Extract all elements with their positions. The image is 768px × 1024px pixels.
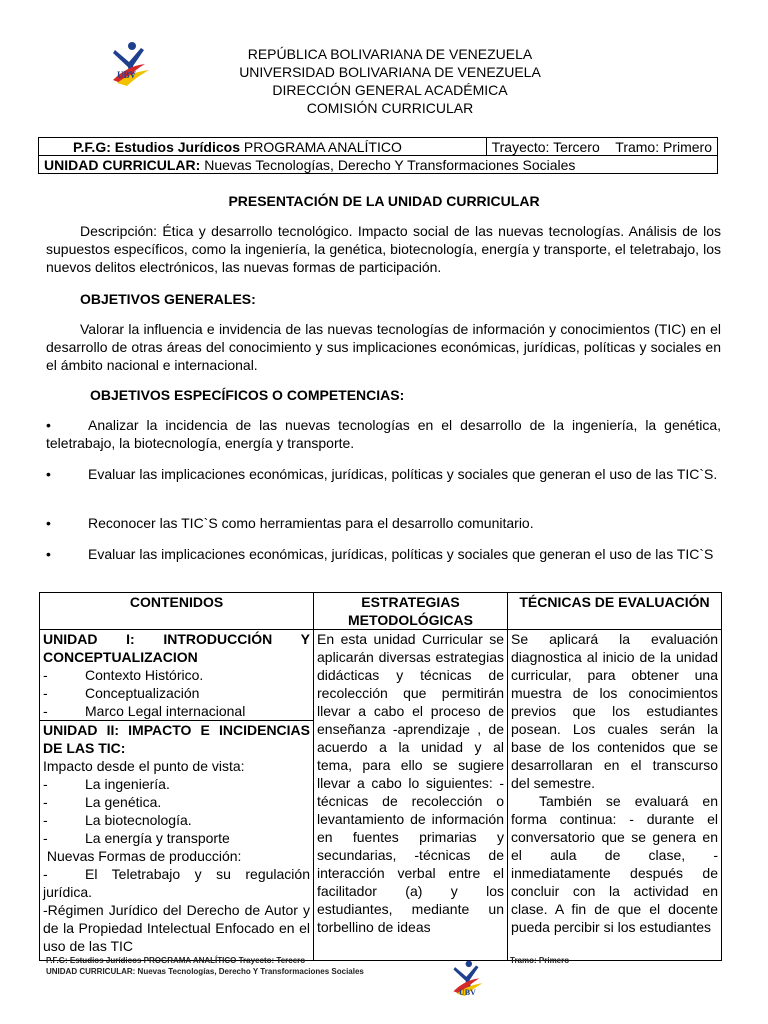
unidad-curricular-cell <box>39 156 718 174</box>
objetivo-especifico-item <box>46 416 721 452</box>
description-paragraph: Descripción: Ética y desarrollo tecnológico. Impacto social de las nuevas tecnologías. Análisis de los supuestos específicos, como la ingeniería, la genética, biotecnología, energía y transporte, el teletrabajo, los nuevos delitos electrónicos, las nuevas formas de participación. <box>46 223 721 275</box>
content-table <box>39 592 722 961</box>
ubv-footer-logo-text: UBV <box>459 988 476 997</box>
objetivos-especificos-title: OBJETIVOS ESPECÍFICOS O COMPETENCIAS: <box>90 387 405 403</box>
objetivo-especifico-text: Reconocer las TIC`S como herramientas para el desarrollo comunitario. <box>88 515 534 531</box>
ubv-footer-logo <box>447 958 489 1002</box>
objetivo-especifico-item <box>46 465 721 483</box>
header-estrategias: ESTRATEGIAS METODOLÓGICAS <box>314 593 508 630</box>
list-item: - El Teletrabajo y su regulación jurídica. <box>43 866 310 900</box>
footer-tramo: Tramo: Primero <box>510 956 570 965</box>
footer-program-line: P.F.G: Estudios Jurídicos PROGRAMA ANALÍTICO Trayecto: Tercero <box>46 956 306 965</box>
unit-2-intro: Impacto desde el punto de vista: <box>43 758 245 774</box>
bullet-icon: • <box>46 546 51 562</box>
regimen-juridico-text: -Régimen Jurídico del Derecho de Autor y de la Propiedad Intelectual Enfocado en el uso de las TIC <box>43 902 310 954</box>
list-item: - La energía y transporte <box>43 830 230 846</box>
list-item: - La genética. <box>43 794 162 810</box>
objetivos-generales-title: OBJETIVOS GENERALES: <box>80 291 256 307</box>
list-item: - La ingeniería. <box>43 776 170 792</box>
unit-1-title: UNIDAD I: INTRODUCCIÓN Y CONCEPTUALIZACION <box>43 631 310 665</box>
unidad-curricular-label: UNIDAD CURRICULAR: <box>44 156 201 173</box>
header-line-direccion: DIRECCIÓN GENERAL ACADÉMICA <box>272 82 508 98</box>
unit-2-block <box>40 721 313 955</box>
objetivo-especifico-item <box>46 514 721 532</box>
pfg-label: P.F.G: Estudios Jurídicos <box>73 138 241 155</box>
bullet-icon: • <box>46 417 51 433</box>
tecnicas-paragraph-2: También se evaluará en forma continua: - durante el conversatorio que se genera en el aula de clase, - inmediatamente después de concluir con la actividad en clase. A fin de que el docente pueda percibir si los estudiantes <box>511 793 718 935</box>
header-line-republica: REPÚBLICA BOLIVARIANA DE VENEZUELA <box>247 46 533 62</box>
bullet-icon: • <box>46 466 51 482</box>
trayecto-tramo-cell <box>486 138 717 156</box>
tecnicas-paragraph-1: Se aplicará la evaluación diagnostica al inicio de la unidad curricular, para obtener una muestra de los conocimientos previos que los estudiantes posean. Los cuales serán la base de los contenidos que se desarrollaran en el transcurso del semestre. <box>511 631 718 791</box>
footer-unidad-line: UNIDAD CURRICULAR: Nuevas Tecnologías, Derecho Y Transformaciones Sociales <box>46 967 364 976</box>
list-item: - Marco Legal internacional <box>43 703 246 719</box>
estrategias-cell <box>314 630 508 961</box>
contenidos-cell <box>40 630 314 961</box>
header-line-universidad: UNIVERSIDAD BOLIVARIANA DE VENEZUELA <box>239 64 541 80</box>
header-tecnicas: TÉCNICAS DE EVALUACIÓN <box>508 593 722 630</box>
bullet-icon: • <box>46 515 51 531</box>
unit-1-block <box>40 630 313 721</box>
objetivo-especifico-text: Analizar la incidencia de las nuevas tecnologías en el desarrollo de la ingeniería, la genética, teletrabajo, la biotecnología, energía y transporte. <box>46 417 721 451</box>
objetivo-especifico-text: Evaluar las implicaciones económicas, jurídicas, políticas y sociales que generan el uso de las TIC`S. <box>88 466 718 482</box>
estrategias-text: En esta unidad Curricular se aplicarán diversas estrategias didácticas y técnicas de recolección que permitirán llevar a cabo el proceso de enseñanza -aprendizaje , de acuerdo a la unidad y al tema, para ello se sugiere llevar a cabo lo siguientes: -técnicas de recolección o levantamiento de información en fuentes primarias y secundarias, -técnicas de interacción verbal entre el facilitador (a) y los estudiantes, mediante un torbellino de ideas <box>317 631 504 935</box>
trayecto-value: Trayecto: Tercero <box>491 138 600 155</box>
ubv-logo-text: UBV <box>117 70 137 80</box>
objetivo-especifico-text: Evaluar las implicaciones económicas, jurídicas, políticas y sociales que generan el uso de las TIC`S <box>88 546 714 562</box>
page-footer <box>46 955 726 977</box>
nuevas-formas-label: Nuevas Formas de producción: <box>43 848 242 864</box>
list-item: - La biotecnología. <box>43 812 192 828</box>
tecnicas-cell <box>508 630 722 961</box>
document-header <box>150 45 630 117</box>
objetivos-generales-paragraph: Valorar la influencia e invidencia de las nuevas tecnologías de información y conocimientos (TIC) en el desarrollo de otras áreas del conocimiento y sus implicaciones económicas, jurídicas, políticas y sociales en el ámbito nacional e internacional. <box>46 321 721 373</box>
tramo-value: Tramo: Primero <box>615 138 712 155</box>
list-item: - Conceptualización <box>43 685 200 701</box>
program-cell <box>39 138 487 156</box>
unit-2-title: UNIDAD II: IMPACTO E INCIDENCIAS DE LAS TIC: <box>43 722 310 756</box>
programa-label: PROGRAMA ANALÍTICO <box>240 138 402 155</box>
header-line-comision: COMISIÓN CURRICULAR <box>306 100 474 116</box>
list-item: - Contexto Histórico. <box>43 667 204 683</box>
objetivo-especifico-item <box>46 545 721 563</box>
header-contenidos: CONTENIDOS <box>40 593 314 630</box>
program-info-table <box>38 137 718 174</box>
presentation-title: PRESENTACIÓN DE LA UNIDAD CURRICULAR <box>228 193 540 209</box>
unidad-curricular-value: Nuevas Tecnologías, Derecho Y Transformaciones Sociales <box>200 156 576 173</box>
